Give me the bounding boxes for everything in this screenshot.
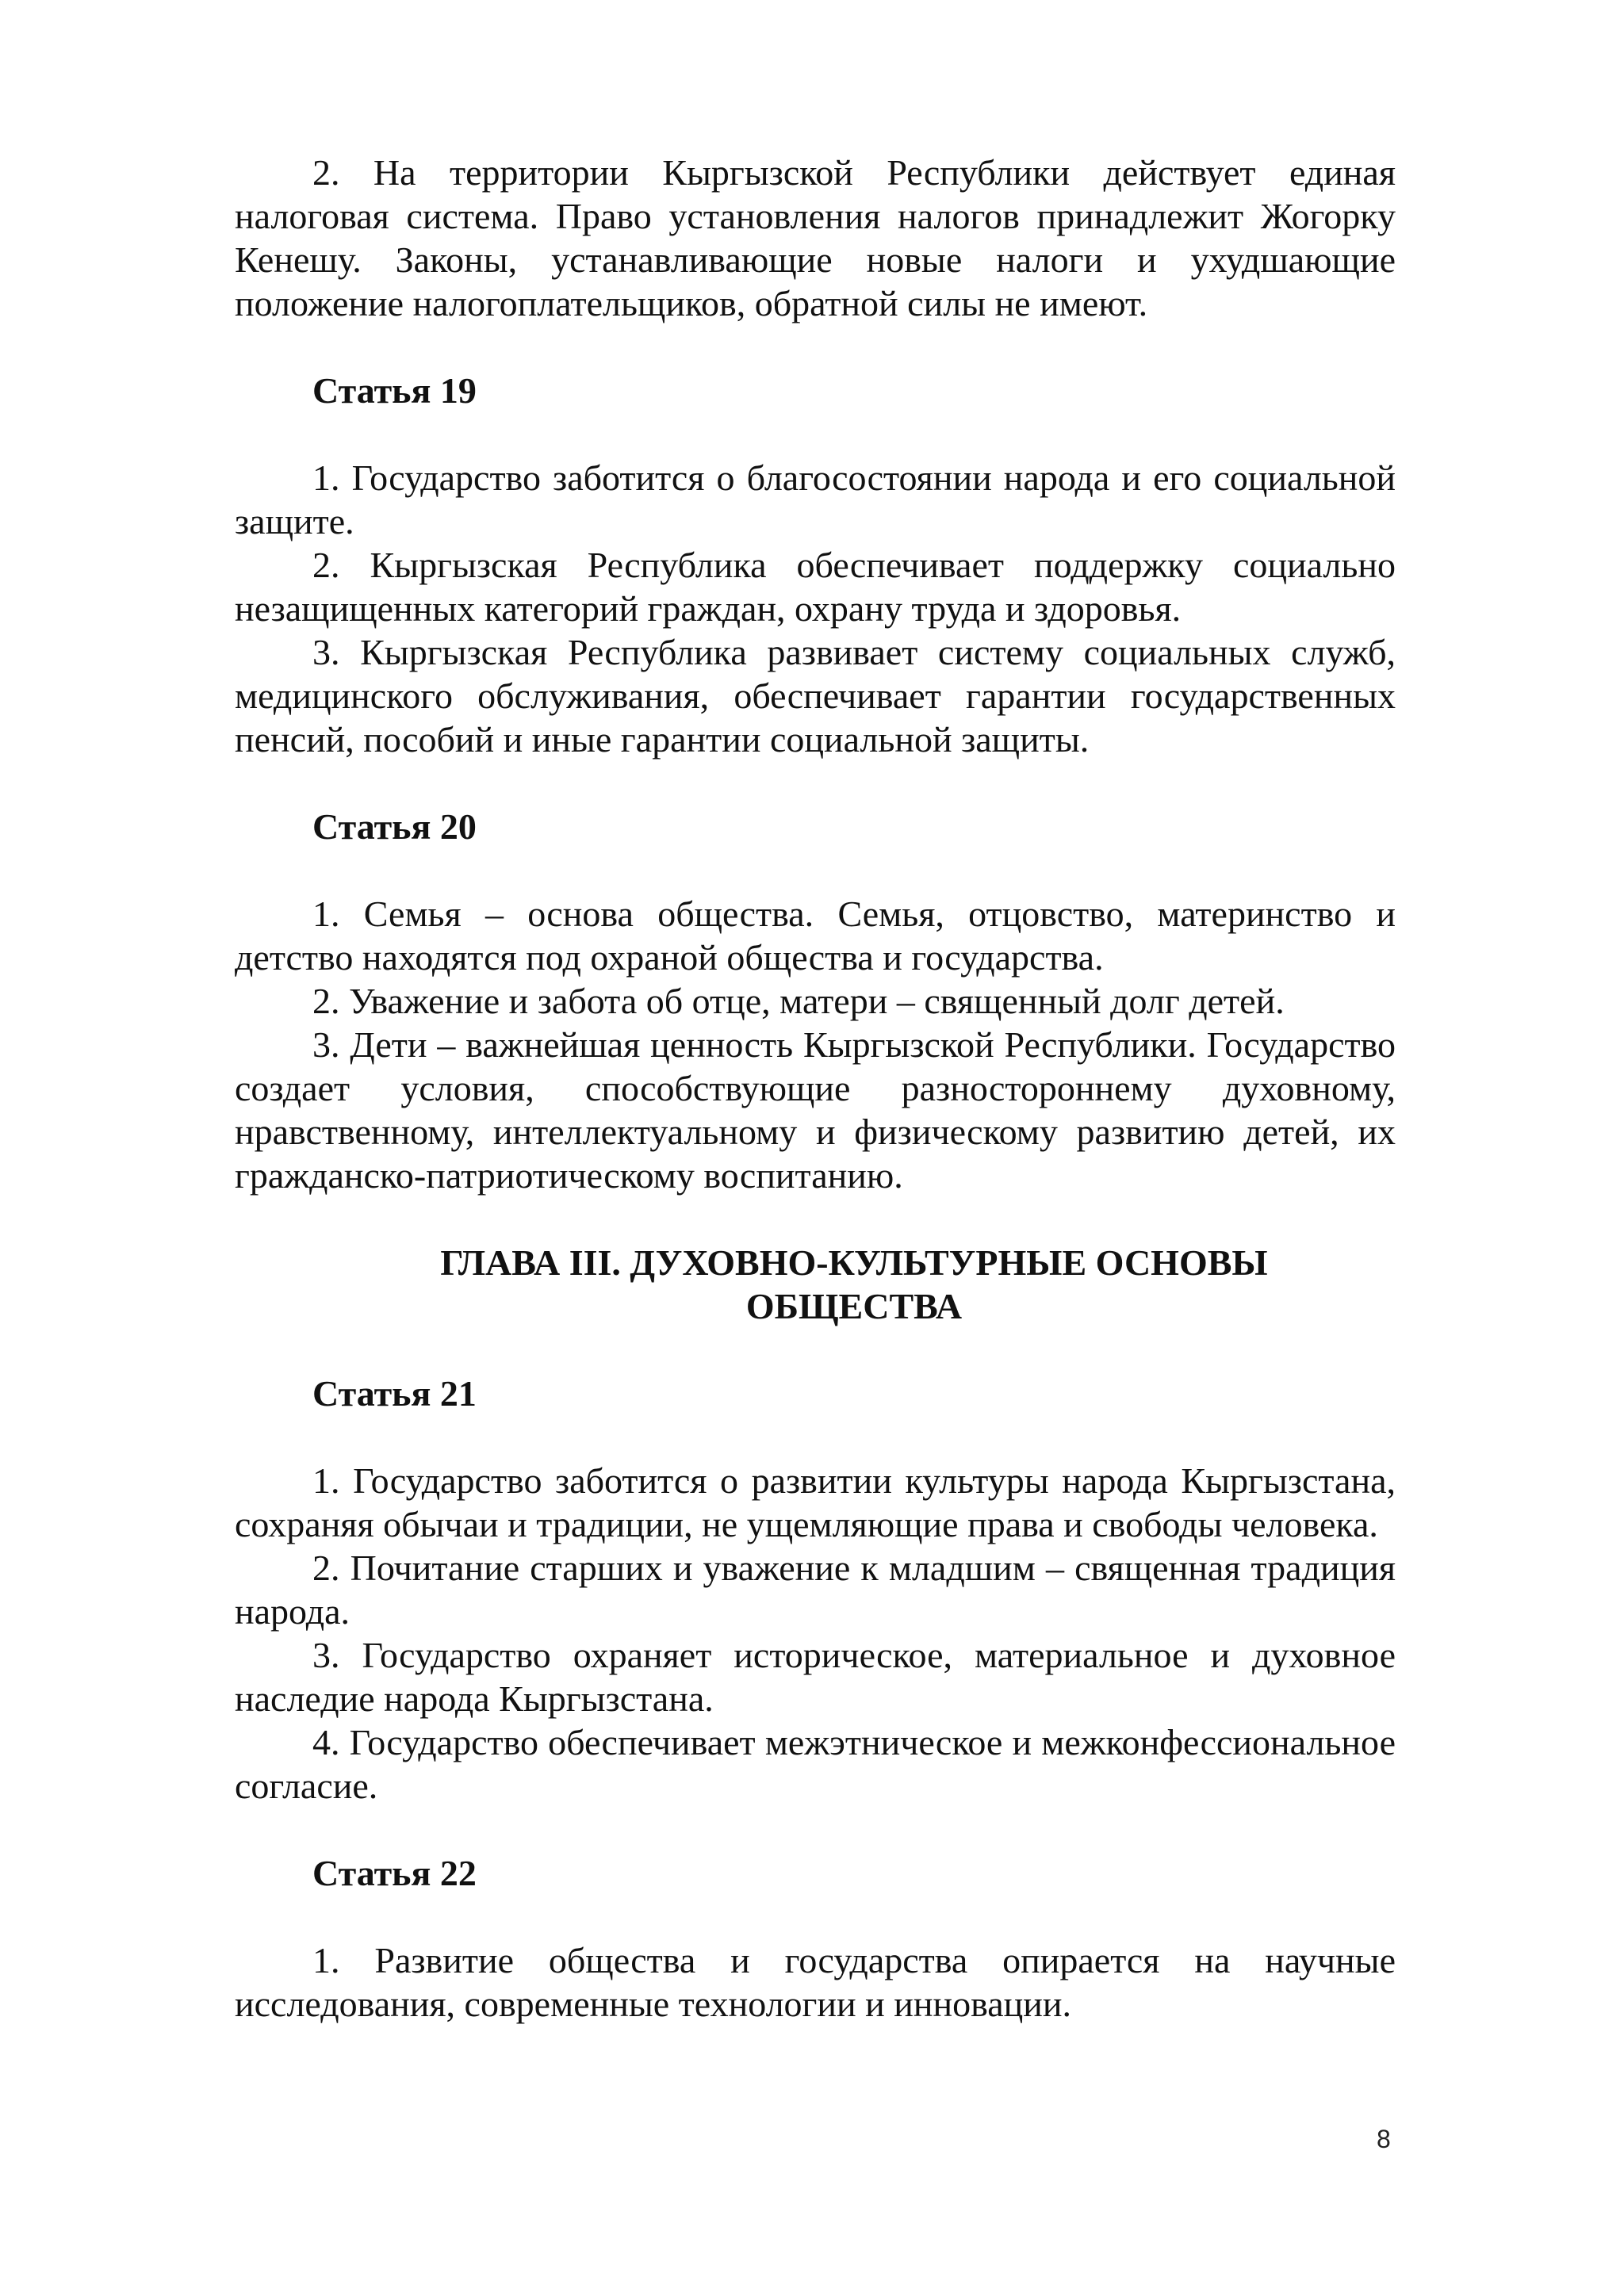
article-22-paragraph-1: 1. Развитие общества и государства опирается на научные исследования, современные технологии и инновации. [235,1940,1396,2024]
article-21-title: Статья 21 [312,1373,477,1414]
page-number: 8 [1377,2125,1391,2153]
article-20-title: Статья 20 [312,806,477,847]
chapter-3-title-line-1: ГЛАВА III. ДУХОВНО-КУЛЬТУРНЫЕ ОСНОВЫ [440,1242,1268,1283]
article-21-paragraph-1: 1. Государство заботится о развитии культуры народа Кыргызстана, сохраняя обычаи и традиции, не ущемляющие права и свободы человека. [235,1460,1396,1544]
article-20-paragraph-3: 3. Дети – важнейшая ценность Кыргызской Республики. Государство создает условия, способствующие разностороннему духовному, нравственному, интеллектуальному и физическому развитию детей, их гражданско-патриотическому воспитанию. [235,1024,1396,1196]
article-22-title: Статья 22 [312,1853,477,1893]
article-20-paragraph-1: 1. Семья – основа общества. Семья, отцовство, материнство и детство находятся под охраной общества и государства. [235,894,1396,978]
article-21-paragraph-2: 2. Почитание старших и уважение к младшим – священная традиция народа. [235,1548,1396,1632]
article-19-paragraph-3: 3. Кыргызская Республика развивает систему социальных служб, медицинского обслуживания, обеспечивает гарантии государственных пенсий, пособий и иные гарантии социальной защиты. [235,632,1396,760]
article-18-paragraph-2: 2. На территории Кыргызской Республики действует единая налоговая система. Право установления налогов принадлежит Жогорку Кенешу. Законы, устанавливающие новые налоги и ухудшающие положение налогоплательщиков, обратной силы не имеют. [235,152,1396,323]
article-19-paragraph-1: 1. Государство заботится о благосостоянии народа и его социальной защите. [235,457,1396,541]
article-19-paragraph-2: 2. Кыргызская Республика обеспечивает поддержку социально незащищенных категорий граждан, охрану труда и здоровья. [235,545,1396,629]
document-page [235,151,1396,2026]
article-21-paragraph-4: 4. Государство обеспечивает межэтническое и межконфессиональное согласие. [235,1722,1396,1806]
article-20-paragraph-2: 2. Уважение и забота об отце, матери – священный долг детей. [312,981,1285,1021]
article-21-paragraph-3: 3. Государство охраняет историческое, материальное и духовное наследие народа Кыргызстана. [235,1635,1396,1719]
chapter-3-title-line-2: ОБЩЕСТВА [745,1286,963,1326]
article-19-title: Статья 19 [312,370,477,411]
